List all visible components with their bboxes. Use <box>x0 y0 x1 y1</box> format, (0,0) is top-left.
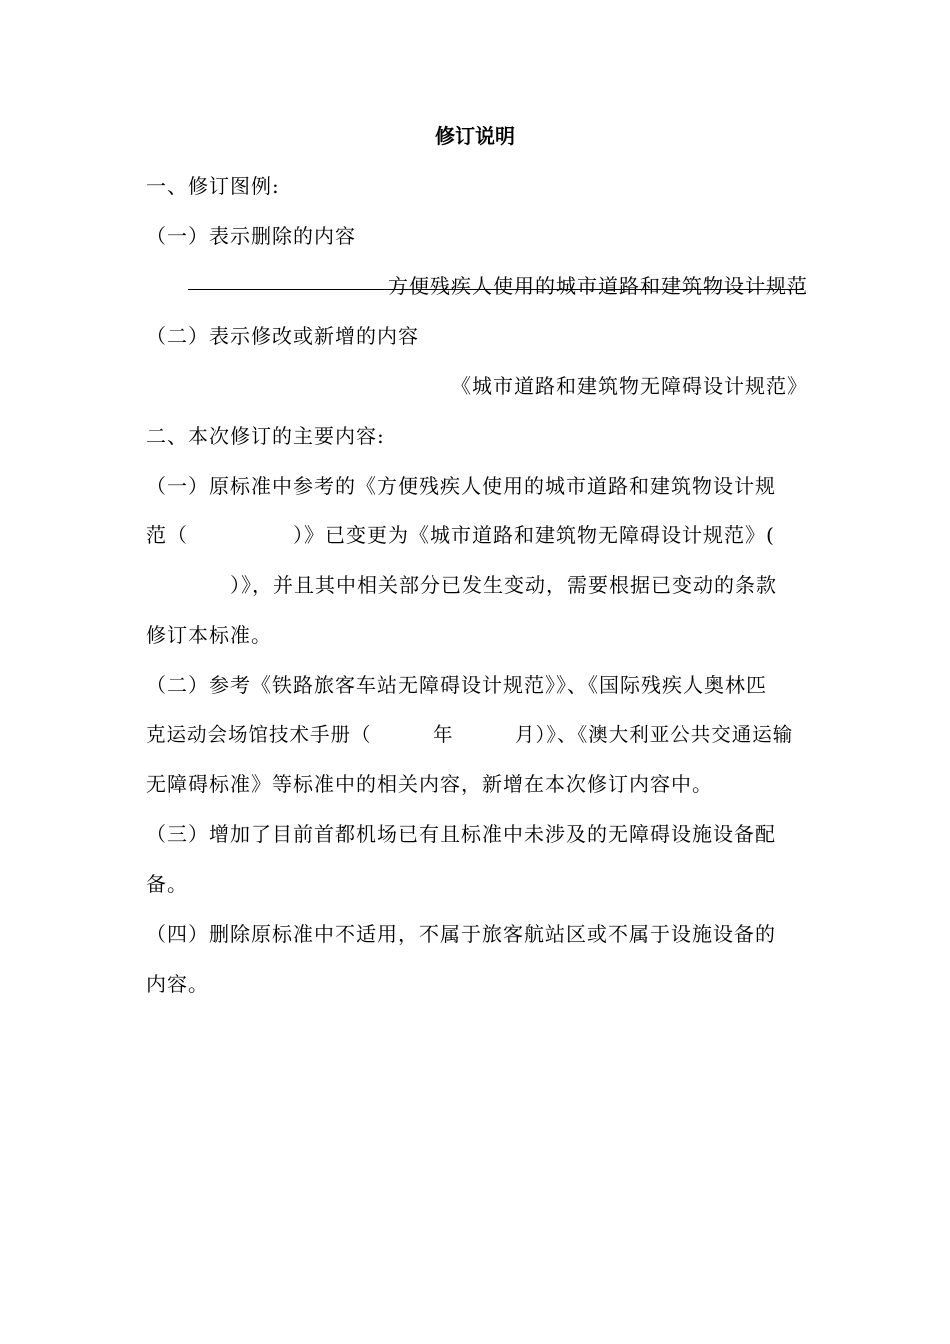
paragraph-2-line-2: 克运动会场馆技术手册（ 年 月）》、《澳大利亚公共交通运输 <box>146 723 794 746</box>
legend-item-modified: （二）表示修改或新增的内容 <box>146 324 419 348</box>
page-title: 修订说明 <box>435 124 515 148</box>
paragraph-4-line-2: 内容。 <box>146 972 209 996</box>
legend-deleted-example: 方便残疾人使用的城市道路和建筑物设计规范 <box>388 274 808 298</box>
paragraph-4-line-1: （四）删除原标准中不适用，不属于旅客航站区或不属于设施设备的 <box>146 922 776 946</box>
legend-item-deleted: （一）表示删除的内容 <box>146 224 356 248</box>
paragraph-1-line-3: ）》，并且其中相关部分已发生变动，需要根据已变动的条款 <box>146 573 777 597</box>
paragraph-1-line-2: 范（ ）》已变更为《城市道路和建筑物无障碍设计规范》( <box>146 523 775 547</box>
legend-modified-example: 《城市道路和建筑物无障碍设计规范》 <box>451 374 808 398</box>
paragraph-3-line-2: 备。 <box>146 872 188 896</box>
paragraph-3-line-1: （三）增加了目前首都机场已有且标准中未涉及的无障碍设施设备配 <box>146 822 776 846</box>
paragraph-1-line-1: （一）原标准中参考的《方便残疾人使用的城市道路和建筑物设计规 <box>146 474 776 498</box>
paragraph-2-line-3: 无障碍标准》等标准中的相关内容，新增在本次修订内容中。 <box>146 772 713 796</box>
section-2-heading: 二、本次修订的主要内容: <box>146 424 385 448</box>
paragraph-1-line-4: 修订本标准。 <box>146 623 272 647</box>
section-1-heading: 一、修订图例: <box>146 174 280 198</box>
paragraph-2-line-1: （二）参考《铁路旅客车站无障碍设计规范》》、《国际残疾人奥林匹 <box>146 673 767 697</box>
